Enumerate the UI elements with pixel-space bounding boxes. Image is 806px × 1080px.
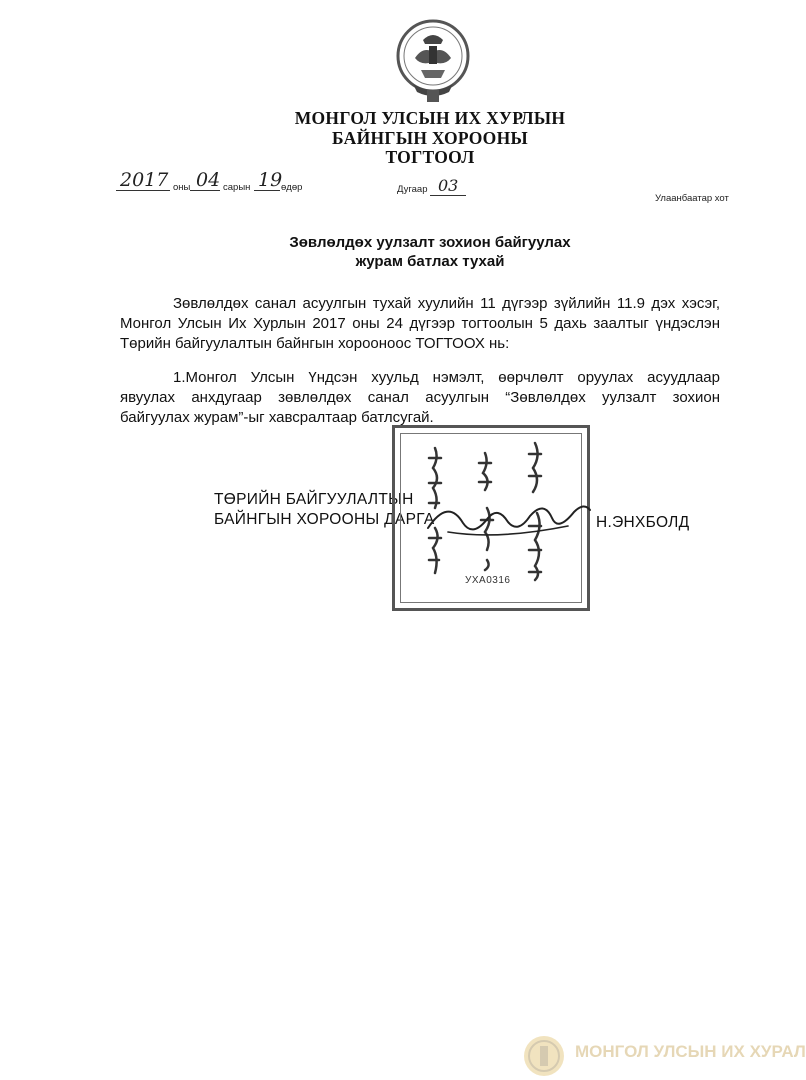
date-month: 04 bbox=[196, 169, 221, 191]
preamble-line3: Төрийн байгуулалтын байнгын хорооноос ТОГТООХ нь: bbox=[120, 335, 510, 352]
subject-line1: Зөвлөлдөх уулзалт зохион байгуулах bbox=[289, 234, 571, 251]
preamble-line2: Монгол Улсын Их Хурлын 2017 оны 24 дүгээр тогтоолын 5 дахь заалтыг үндэслэн bbox=[120, 315, 720, 332]
signatory-position-line1: ТӨРИЙН БАЙГУУЛАЛТЫН bbox=[214, 491, 414, 508]
signatory-position-line2: БАЙНГЫН ХОРООНЫ ДАРГА bbox=[214, 511, 435, 528]
signatory-name: Н.ЭНХБОЛД bbox=[596, 514, 690, 531]
preamble-line1: Зөвлөлдөх санал асуулгын тухай хуулийн 11 дүгээр зүйлийн 11.9 дэх хэсэг, bbox=[173, 295, 720, 312]
resolution-line3: байгуулах журам”-ыг хавсралтаар батлсугай. bbox=[120, 409, 434, 426]
document-title-line2: БАЙНГЫН ХОРООНЫ bbox=[332, 128, 528, 148]
seal-code: УХА0316 bbox=[465, 575, 511, 586]
resolution-line2: явуулах анхдугаар зөвлөлдөх санал асуулгын “Зөвлөлдөх уулзалт зохион bbox=[120, 389, 720, 406]
subject-line2: журам батлах тухай bbox=[355, 253, 505, 270]
document-title-line3: ТОГТООЛ bbox=[385, 147, 475, 167]
month-label: сарын bbox=[223, 182, 251, 193]
state-emblem-icon bbox=[393, 18, 473, 106]
document-number: 03 bbox=[438, 176, 459, 195]
year-label: оны bbox=[173, 182, 191, 193]
number-underline bbox=[430, 195, 466, 196]
footer-watermark bbox=[520, 1032, 806, 1080]
parliament-emblem-icon bbox=[522, 1034, 566, 1078]
footer-watermark-text: МОНГОЛ УЛСЫН ИХ ХУРАЛ bbox=[575, 1042, 806, 1061]
resolution-line1: 1.Монгол Улсын Үндсэн хуульд нэмэлт, өөрчлөлт оруулах асуудлаар bbox=[173, 369, 720, 386]
document-title-line1: МОНГОЛ УЛСЫН ИХ ХУРЛЫН bbox=[294, 108, 566, 128]
number-label: Дугаар bbox=[397, 184, 428, 195]
place-of-issue: Улаанбаатар хот bbox=[655, 193, 729, 204]
day-label: өдөр bbox=[281, 182, 303, 193]
handwritten-signature bbox=[418, 488, 598, 548]
date-year: 2017 bbox=[120, 169, 169, 191]
date-day: 19 bbox=[258, 169, 283, 191]
